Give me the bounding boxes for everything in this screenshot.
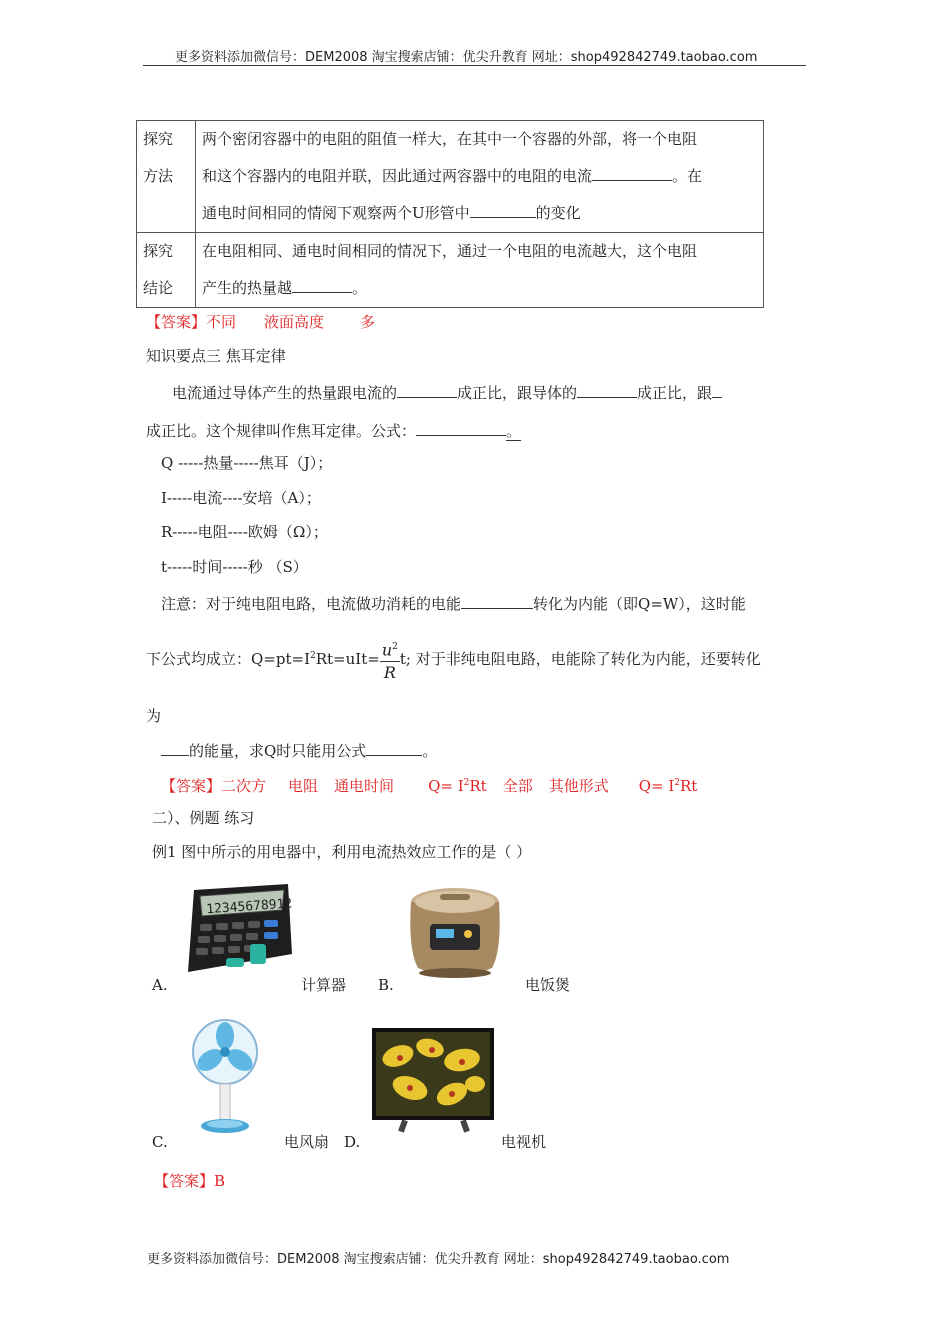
- variable-line: t-----时间-----秒 （S）: [161, 558, 308, 576]
- option-c-name: 电风扇: [284, 1133, 330, 1151]
- variable-line: Q -----热量-----焦耳（J）；: [161, 454, 333, 472]
- section-title: 二）、例题 练习: [152, 809, 255, 827]
- answer-2: 【答案】二次方 电阻 通电时间 $Q= I^2Rt$ 全部 其他形式 $Q= I^2Rt$: [161, 777, 698, 795]
- row-key-cell: 探究 方法: [137, 121, 196, 233]
- fraction-u2-over-r: $\frac{u^2}{R}$: [380, 636, 400, 684]
- row-value-cell: 在电阻相同、通电时间相同的情况下，通过一个电阻的电流越大，这个电阻 产生的热量越 。: [196, 233, 764, 308]
- variable-line: R-----电阻----欧姆（Ω）；: [161, 523, 328, 541]
- row-value-cell: 两个密闭容器中的电阻的阻值一样大，在其中一个容器的外部，将一个电阻 和这个容器内的电阻并联，因此通过两容器中的电阻的电流 。在 通电时间相同的情阅下观察两个U形管中 的变化: [196, 121, 764, 233]
- fill-blank: [292, 276, 352, 293]
- option-a-name: 计算器: [301, 976, 347, 994]
- answer-1: 【答案】不同 液面高度 多: [146, 313, 376, 331]
- section-title: 知识要点三 焦耳定律: [146, 347, 286, 365]
- option-b-name: 电饭煲: [525, 976, 571, 994]
- paragraph-line: 电流通过导体产生的热量跟电流的 成正比，跟导体的 成正比，跟: [172, 381, 722, 403]
- text-line: 的能量，求Q时只能用公式 。: [161, 739, 437, 761]
- example-question: 例1 图中所示的用电器中，利用电流热效应工作的是（ ）: [152, 843, 532, 861]
- fill-blank: [397, 381, 457, 398]
- table-row-conclusion: [137, 233, 764, 308]
- page-footer: 更多资料添加微信号：DEM2008 淘宝搜索店铺：优尖升教育 网址：shop492842749.taobao.com: [147, 1252, 730, 1267]
- electric-fan-image: [186, 1018, 264, 1138]
- inquiry-table: [136, 120, 764, 308]
- fill-blank: [592, 164, 672, 181]
- paragraph-line: 成正比。这个规律叫作焦耳定律。公式： 。: [146, 419, 521, 441]
- option-d-name: 电视机: [501, 1133, 547, 1151]
- note-line: 注意：对于纯电阻电路，电流做功消耗的电能 转化为内能（即Q=W），这时能: [161, 592, 746, 614]
- fill-blank: [416, 419, 506, 436]
- text-line: 为: [146, 707, 162, 725]
- option-b-label: B.: [378, 976, 394, 994]
- option-d-label: D.: [344, 1133, 361, 1151]
- fill-blank: [366, 739, 422, 756]
- fill-blank: [461, 592, 533, 609]
- formula-line: 下公式均成立：$Q=pt=I^2Rt=uIt=$ $\frac{u^2}{R}$ t; 对于非纯电阻电路，电能除了转化为内能，还要转化: [146, 636, 761, 684]
- variable-line: I-----电流----安培（A）；: [161, 489, 321, 507]
- page-header: 更多资料添加微信号：DEM2008 淘宝搜索店铺：优尖升教育 网址：shop492842749.taobao.com: [175, 50, 758, 65]
- calculator-image: [180, 882, 295, 980]
- option-c-label: C.: [152, 1133, 168, 1151]
- header-rule: [143, 65, 806, 66]
- table-row-method: [137, 121, 764, 233]
- television-image: [370, 1026, 496, 1138]
- fill-blank: [161, 739, 189, 756]
- fill-blank: [577, 381, 637, 398]
- answer-3: 【答案】B: [154, 1172, 226, 1190]
- fill-blank: [470, 201, 536, 218]
- calculator-display: 12345678912: [205, 896, 293, 918]
- option-a-label: A.: [152, 976, 168, 994]
- rice-cooker-image: [400, 880, 510, 984]
- fill-blank: [712, 381, 722, 398]
- row-key-cell: 探究 结论: [137, 233, 196, 308]
